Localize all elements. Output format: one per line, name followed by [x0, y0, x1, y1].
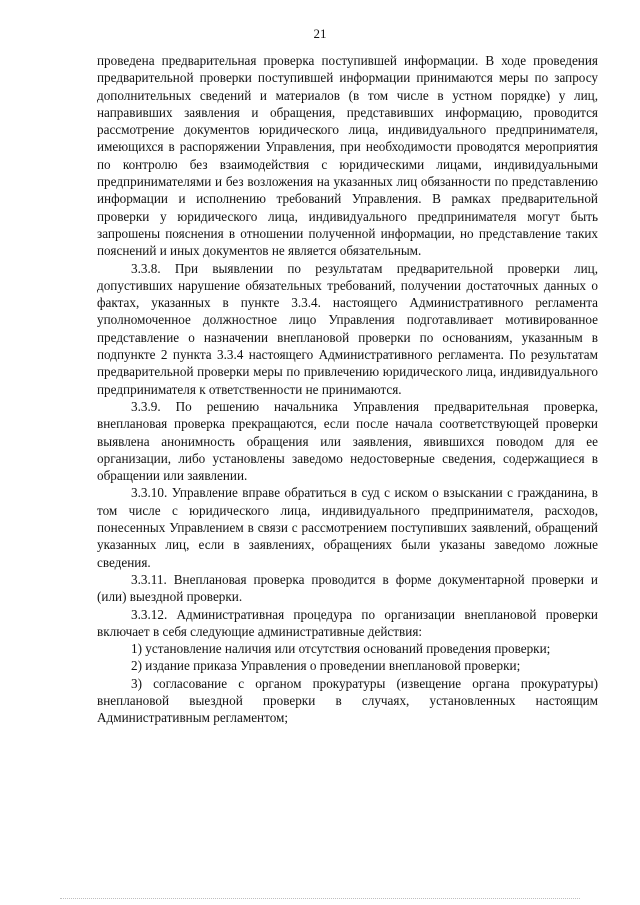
paragraph-3-3-8: 3.3.8. При выявлении по результатам предварительной проверки лиц, допустивших нарушение обязательных требований, получении достаточных данных о фактах, указанных в пункте 3.3.4. настоящего Административного регламента уполномоченное должностное лицо Управления подготавливает мотивированное представление о назначении внеплановой проверки по основаниям, указанным в подпункте 2 пункта 3.3.4 настоящего Административного регламента. По результатам предварительной проверки меры по привлечению юридического лица, индивидуального предпринимателя к ответственности не принимаются. [97, 260, 598, 397]
list-item-1: 1) установление наличия или отсутствия оснований проведения проверки; [131, 641, 551, 657]
page-number: 21 [313, 26, 327, 41]
paragraph-preliminary-check: проведена предварительная проверка поступившей информации. В ходе проведения предварительной проверки поступившей информации принимаются меры по запросу дополнительных сведений и материалов (в том числе в устном порядке) у лиц, направивших заявления и обращения, представивших информацию, проводится рассмотрение документов юридического лица, индивидуального предпринимателя, имеющихся в распоряжении Управления, при необходимости проводятся мероприятия по контролю без взаимодействия с юридическими лицами, индивидуальными предпринимателями и без возложения на указанных лиц обязанности по представлению информации и исполнению требований Управления. В рамках предварительной проверки у юридического лица, индивидуального предпринимателя могут быть запрошены пояснения в отношении полученной информации, но представление таких пояснений и иных документов не является обязательным. [97, 53, 598, 259]
document-body [97, 52, 598, 727]
paragraph-3-3-11: 3.3.11. Внеплановая проверка проводится в форме документарной проверки и (или) выездной проверки. [97, 571, 598, 605]
paragraph-3-3-10: 3.3.10. Управление вправе обратиться в суд с иском о взыскании с гражданина, в том числе с юридического лица, индивидуального предпринимателя, расходов, понесенных Управлением в связи с рассмотрением поступивших заявлений, обращений указанных лиц, если в заявлениях, обращениях были указаны заведомо ложные сведения. [97, 485, 598, 570]
list-item-3: 3) согласование с органом прокуратуры (извещение органа прокуратуры) внеплановой выездной проверки в случаях, установленных настоящим Административным регламентом; [97, 675, 598, 726]
scan-footer-artifact [60, 898, 580, 902]
paragraph-3-3-9: 3.3.9. По решению начальника Управления предварительная проверка, внеплановая проверка прекращаются, если после начала соответствующей проверки выявлена анонимность обращения или заявления, явившихся поводом для ее организации, либо установлены заведомо недостоверные сведения, содержащиеся в обращении или заявлении. [97, 398, 598, 484]
list-item-2: 2) издание приказа Управления о проведении внеплановой проверки; [131, 658, 521, 674]
paragraph-3-3-12: 3.3.12. Административная процедура по организации внеплановой проверки включает в себя следующие административные действия: [97, 606, 598, 639]
